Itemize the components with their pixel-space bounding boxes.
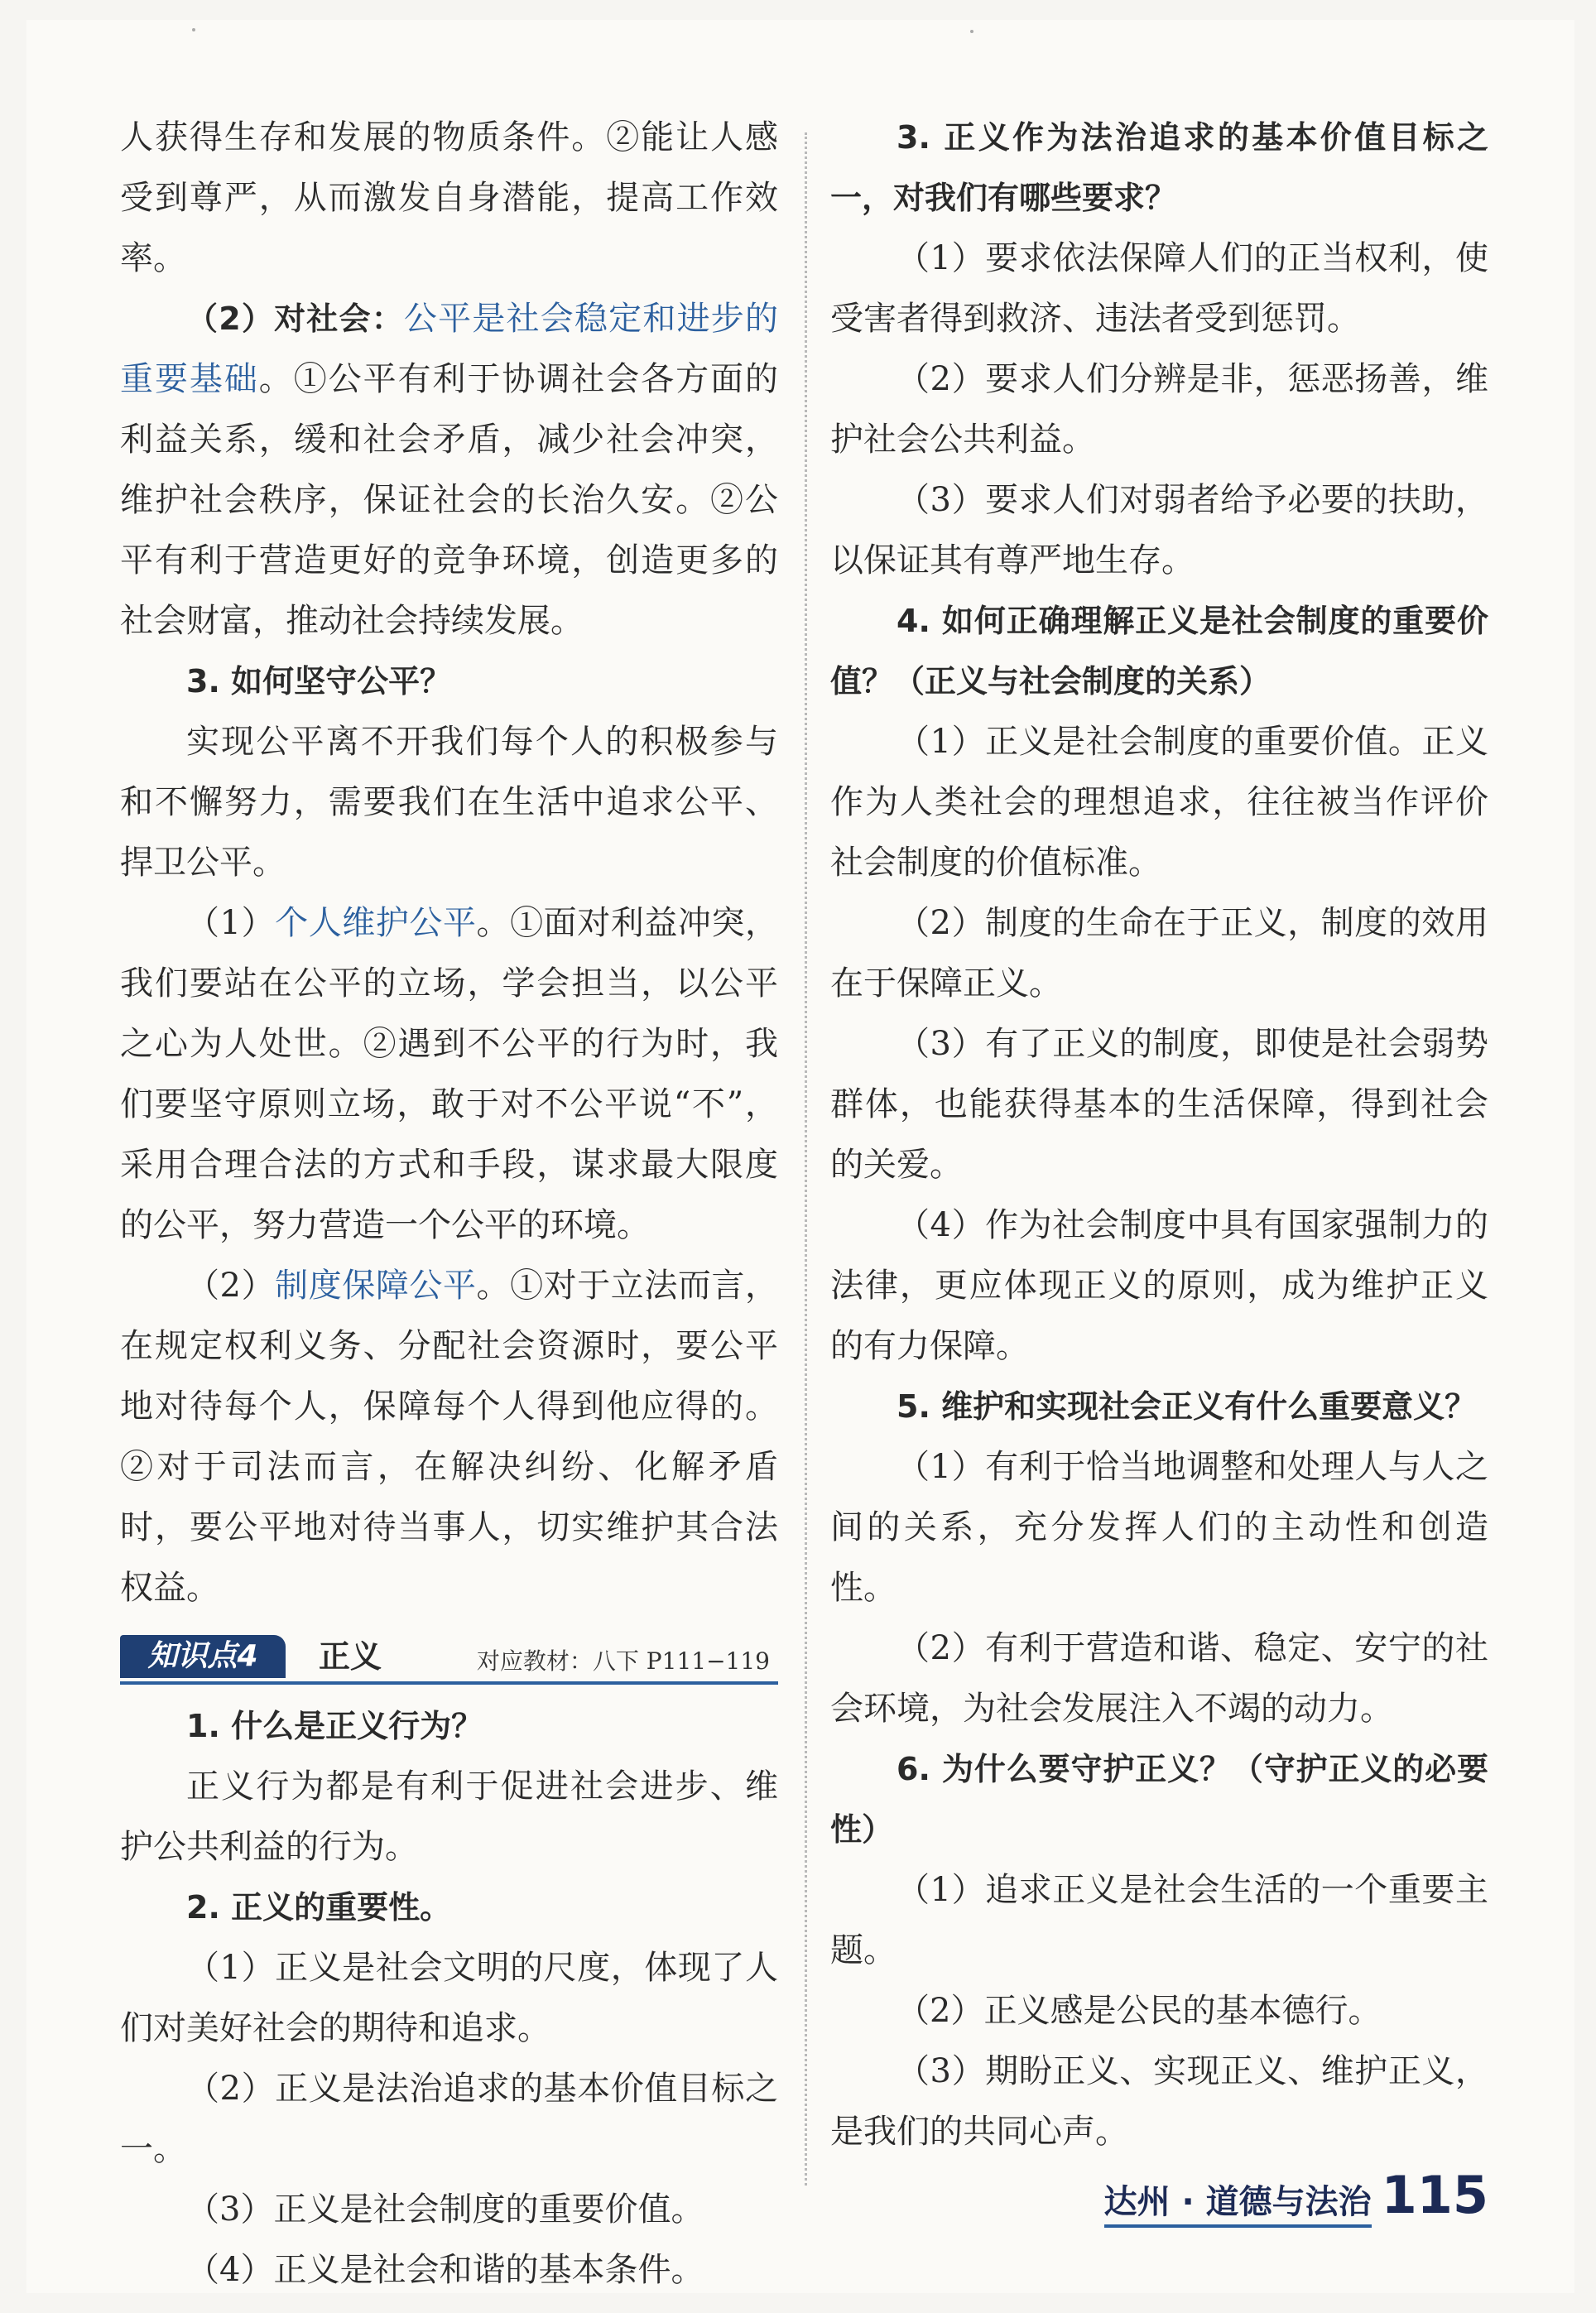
paragraph: （4）作为社会制度中具有国家强制力的法律，更应体现正义的原则，成为维护正义的有力保障。 [830, 1206, 1488, 1365]
paragraph [120, 289, 778, 652]
left-column [120, 108, 778, 2301]
question-heading: 1. 什么是正义行为？ [186, 1708, 483, 1744]
question-heading: 3. 如何坚守公平？ [186, 663, 452, 700]
question-heading: 2. 正义的重要性。 [186, 1889, 452, 1926]
knowledge-point-header [120, 1635, 778, 1685]
label: （2）对社会： [186, 301, 404, 337]
paragraph: （3）有了正义的制度，即使是社会弱势群体，也能获得基本的生活保障，得到社会的关爱。 [830, 1025, 1488, 1184]
question-heading: 4. 如何正确理解正义是社会制度的重要价值？（正义与社会制度的关系） [830, 603, 1488, 700]
scan-dot [970, 30, 973, 33]
highlight-text: 公平是社会稳定和进步的重要基础 [120, 300, 778, 398]
text: 。①公平有利于协调社会各方面的利益关系，缓和社会矛盾，减少社会冲突，维护社会秩序，保证社会的长治久安。②公平有利于营造更好的竞争环境，创造更多的社会财富，推动社会持续发展。 [120, 360, 779, 640]
paragraph: 人获得生存和发展的物质条件。②能让人感受到尊严，从而激发自身潜能，提高工作效率。 [120, 118, 778, 277]
paragraph: （1）正义是社会文明的尺度，体现了人们对美好社会的期待和追求。 [120, 1949, 778, 2047]
page-footer [1104, 2165, 1488, 2228]
paragraph: （2）正义是法治追求的基本价值目标之一。 [120, 2070, 778, 2168]
paragraph: （2）制度的生命在于正义，制度的效用在于保障正义。 [830, 904, 1488, 1003]
paragraph: （2）要求人们分辨是非，惩恶扬善，维护社会公共利益。 [830, 360, 1488, 459]
paragraph [120, 893, 778, 1256]
text: 。①对于立法而言，在规定权利义务、分配社会资源时，要公平地对待每个人，保障每个人得到他应得的。②对于司法而言，在解决纠纷、化解矛盾时，要公平地对待当事人，切实维护其合法权益。 [120, 1267, 779, 1607]
paragraph: （1）要求依法保障人们的正当权利，使受害者得到救济、违法者受到惩罚。 [830, 239, 1488, 338]
highlight-text: 个人维护公平 [275, 904, 477, 942]
question-heading: 6. 为什么要守护正义？（守护正义的必要性） [830, 1751, 1488, 1848]
footer-label: 达州 · 道德与法治 [1104, 2176, 1372, 2228]
paragraph: 实现公平离不开我们每个人的积极参与和不懈努力，需要我们在生活中追求公平、捍卫公平。 [120, 723, 778, 882]
paragraph: （4）正义是社会和谐的基本条件。 [186, 2251, 704, 2289]
highlight-text: 制度保障公平 [275, 1267, 477, 1305]
knowledge-point-title: 正义 [319, 1638, 382, 1675]
paragraph: （1）正义是社会制度的重要价值。正义作为人类社会的理想追求，往往被当作评价社会制度的价值标准。 [830, 723, 1488, 882]
knowledge-point-badge: 知识点4 [120, 1635, 286, 1678]
label: （2） [186, 1267, 276, 1305]
scan-dot [192, 28, 195, 31]
paragraph: （3）期盼正义、实现正义、维护正义，是我们的共同心声。 [830, 2052, 1488, 2151]
paragraph: （1）追求正义是社会生活的一个重要主题。 [830, 1871, 1488, 1969]
paragraph: （3）要求人们对弱者给予必要的扶助，以保证其有尊严地生存。 [830, 481, 1488, 579]
label: （1） [186, 904, 276, 942]
paragraph: （3）正义是社会制度的重要价值。 [186, 2190, 704, 2229]
paragraph: （1）有利于恰当地调整和处理人与人之间的关系，充分发挥人们的主动性和创造性。 [830, 1448, 1488, 1607]
paragraph: （2）正义感是公民的基本德行。 [897, 1992, 1382, 2030]
paragraph [120, 1256, 778, 1618]
paragraph: 正义行为都是有利于促进社会进步、维护公共利益的行为。 [120, 1767, 778, 1866]
question-heading: 5. 维护和实现社会正义有什么重要意义？ [897, 1388, 1477, 1425]
question-heading: 3. 正义作为法治追求的基本价值目标之一，对我们有哪些要求？ [830, 119, 1488, 216]
textbook-reference: 对应教材：八下 P111−119 [476, 1647, 770, 1675]
text: 。①面对利益冲突，我们要站在公平的立场，学会担当，以公平之心为人处世。②遇到不公平的行为时，我们要坚守原则立场，敢于对不公平说“不”，采用合理合法的方式和手段，谋求最大限度的公平，努力营造一个公平的环境。 [120, 904, 779, 1244]
column-divider [805, 132, 807, 2186]
paragraph: （2）有利于营造和谐、稳定、安宁的社会环境，为社会发展注入不竭的动力。 [830, 1629, 1488, 1728]
right-column [830, 108, 1488, 2162]
page-number: 115 [1381, 2165, 1488, 2225]
